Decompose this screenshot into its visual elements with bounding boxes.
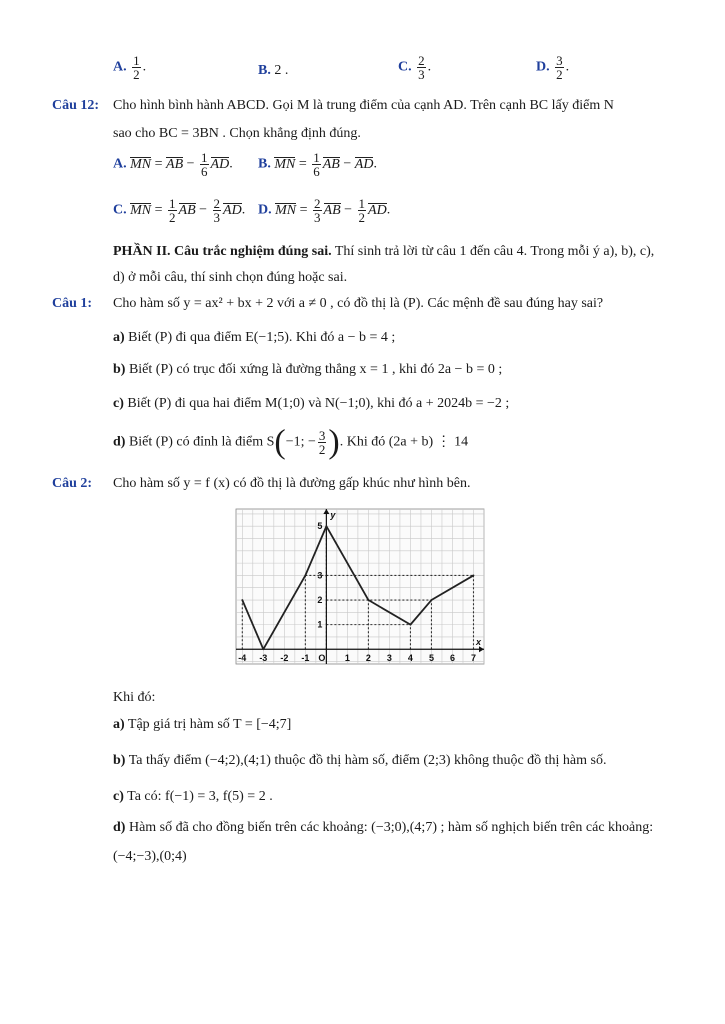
q12-option-b: B. MN = $\frac{1}{6}$ AB − AD.	[258, 150, 377, 179]
question-2-stem: Cho hàm số y = f (x) có đồ thị là đường gấp khúc như hình bên.	[113, 476, 471, 491]
option-label: A.	[113, 59, 127, 75]
question-1-label: Câu 1:	[52, 296, 93, 311]
q2-item-c: c) Ta có: f(−1) = 3, f(5) = 2 .	[113, 789, 273, 804]
question-2-label: Câu 2:	[52, 476, 93, 491]
y-tick-label: 5	[317, 521, 323, 532]
question-12-label: Câu 12:	[52, 98, 100, 113]
q2-item-d: d) Hàm số đã cho đồng biến trên các khoảng: (−3;0),(4;7) ; hàm số nghịch biến trên các khoảng:	[113, 820, 654, 835]
q12-option-c: C. MN = $\frac{1}{2}$ AB − $\frac{2}{3}$ AD.	[113, 196, 246, 225]
data-point	[368, 599, 370, 601]
question-12-line1: Cho hình bình hành ABCD. Gọi M là trung điểm của cạnh AD. Trên cạnh BC lấy điểm N	[113, 98, 614, 113]
q12-option-a: A. MN = AB − $\frac{1}{6}$ AD.	[113, 150, 233, 179]
polyline-graph	[228, 503, 498, 680]
question-12-line2: sao cho BC = 3BN . Chọn khẳng định đúng.	[113, 126, 361, 141]
x-tick-label: 7	[470, 653, 476, 664]
data-point	[304, 575, 306, 577]
x-axis-label: x	[475, 637, 481, 648]
y-tick-label: 2	[317, 595, 323, 606]
y-tick-label: 1	[317, 619, 323, 630]
q12-option-d: D. MN = $\frac{2}{3}$ AB − $\frac{1}{2}$ AD.	[258, 196, 391, 225]
q2-item-b: b) Ta thấy điểm (−4;2),(4;1) thuộc đồ thị hàm số, điểm (2;3) không thuộc đồ thị hàm số.	[113, 753, 607, 768]
part-2-line2: d) ở mỗi câu, thí sinh chọn đúng hoặc sai.	[113, 270, 348, 285]
data-point	[241, 599, 243, 601]
x-tick-label: -3	[259, 653, 268, 664]
data-point	[431, 599, 433, 601]
x-tick-label: 1	[344, 653, 350, 664]
option-b-top: B. 2 .	[258, 63, 289, 78]
x-tick-label: 2	[365, 653, 371, 664]
data-point	[410, 624, 412, 626]
option-c-top: C. $\frac{2}{3}$ .	[398, 53, 432, 82]
x-tick-label: -1	[301, 653, 310, 664]
question-1-stem: Cho hàm số y = ax² + bx + 2 với a ≠ 0 , có đồ thị là (P). Các mệnh đề sau đúng hay sai?	[113, 296, 604, 311]
y-tick-label: 3	[317, 570, 323, 581]
q1-item-b: b) Biết (P) có trục đối xứng là đường thẳng x = 1 , khi đó 2a − b = 0 ;	[113, 362, 503, 377]
x-tick-label: 4	[407, 653, 413, 664]
data-point	[262, 648, 264, 650]
data-point	[325, 525, 327, 527]
origin-label: O	[318, 653, 326, 664]
x-tick-label: 3	[386, 653, 392, 664]
option-d-top: D. $\frac{3}{2}$ .	[536, 53, 570, 82]
q2-item-a: a) Tập giá trị hàm số T = [−4;7]	[113, 717, 292, 732]
q1-item-d: d) Biết (P) có đỉnh là điểm S(−1; − $\frac{3}{2}$ ). Khi đó (2a + b) ⋮ 14	[113, 423, 469, 461]
q2-item-d-line2: (−4;−3),(0;4)	[113, 849, 187, 864]
q1-item-a: a) Biết (P) đi qua điểm E(−1;5). Khi đó a − b = 4 ;	[113, 330, 396, 345]
y-axis-label: y	[330, 510, 336, 520]
x-tick-label: -4	[238, 653, 247, 664]
q1-item-c: c) Biết (P) đi qua hai điểm M(1;0) và N(−1;0), khi đó a + 2024b = −2 ;	[113, 396, 510, 411]
data-point	[473, 575, 475, 577]
x-tick-label: 6	[449, 653, 455, 664]
part-2-heading: PHẦN II. Câu trắc nghiệm đúng sai. Thí sinh trả lời từ câu 1 đến câu 4. Trong mỗi ý a), b), c),	[113, 244, 655, 259]
x-tick-label: 5	[428, 653, 434, 664]
x-tick-label: -2	[280, 653, 289, 664]
option-a-top: A. $\frac{1}{2}$ .	[113, 53, 147, 82]
khi-do-text: Khi đó:	[113, 690, 156, 705]
